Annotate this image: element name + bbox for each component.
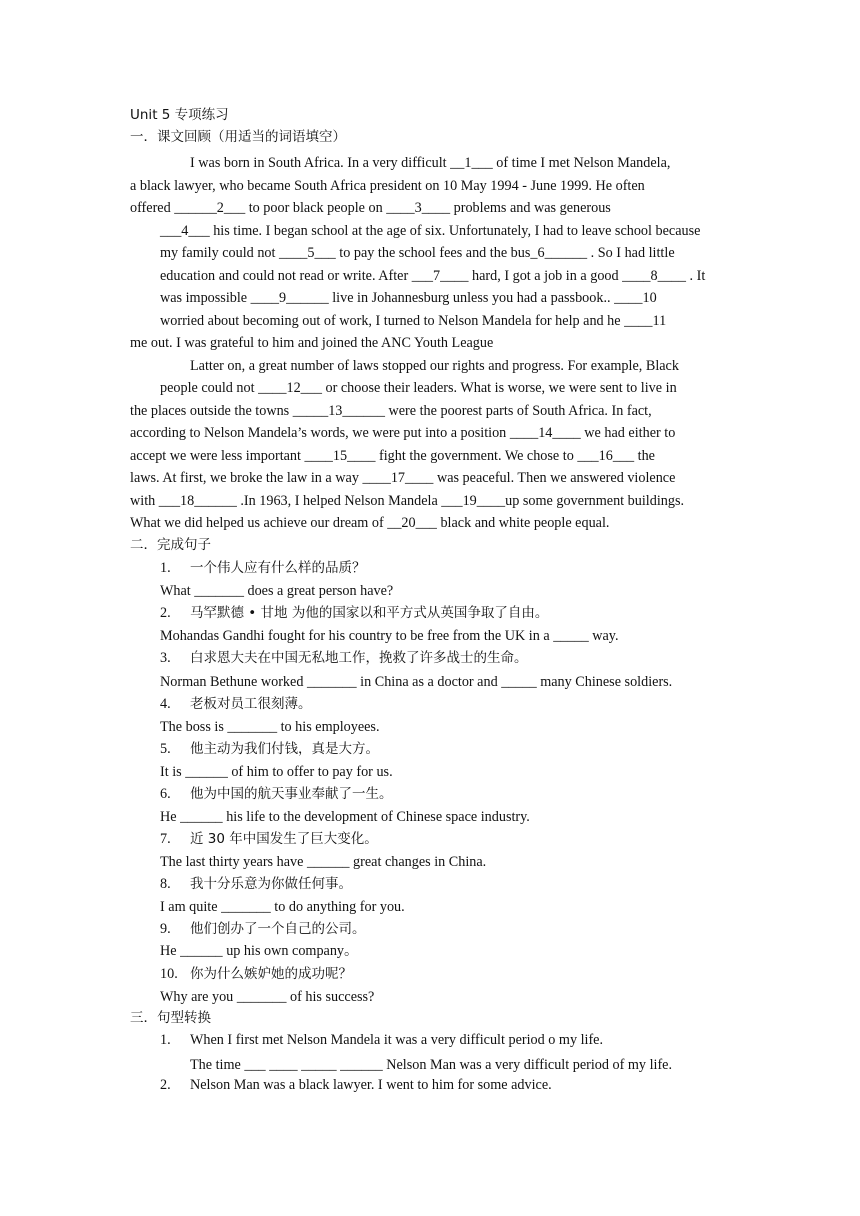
- english-sentence: Norman Bethune worked _______ in China as a doctor and _____ many Chinese soldiers.: [160, 674, 673, 690]
- chinese-prompt: 老板对员工很刻薄。: [190, 696, 312, 712]
- item-number: 3.: [160, 650, 171, 666]
- item-number: 2.: [160, 605, 171, 621]
- section-1-title: 一．课文回顾（用适当的词语填空）: [130, 129, 346, 145]
- page-title: Unit 5 专项练习: [130, 107, 229, 123]
- item-number: 2.: [160, 1077, 171, 1093]
- section-2-title: 二．完成句子: [130, 537, 211, 553]
- item-number: 9.: [160, 921, 171, 937]
- english-sentence: He ______ up his own company。: [160, 943, 359, 959]
- english-sentence: I am quite _______ to do anything for you.: [160, 899, 405, 915]
- item-number: 8.: [160, 876, 171, 892]
- item-number: 4.: [160, 696, 171, 712]
- item-number: 6.: [160, 786, 171, 802]
- item-number: 5.: [160, 741, 171, 757]
- item-number: 1.: [160, 560, 171, 576]
- passage-line: ___4___ his time. I began school at the age of six. Unfortunately, I had to leave school because: [160, 223, 701, 239]
- passage-line: with ___18______ .In 1963, I helped Nelson Mandela ___19____up some government buildings.: [130, 493, 685, 509]
- passage-line: me out. I was grateful to him and joined the ANC Youth League: [130, 335, 494, 351]
- chinese-prompt: 马罕默德 • 甘地 为他的国家以和平方式从英国争取了自由。: [190, 605, 549, 621]
- item-number: 7.: [160, 831, 171, 847]
- passage-line: Latter on, a great number of laws stopped our rights and progress. For example, Black: [190, 358, 679, 374]
- chinese-prompt: 一个伟人应有什么样的品质？: [190, 560, 366, 576]
- passage-line: my family could not ____5___ to pay the school fees and the bus_6______ . So I had little: [160, 245, 675, 261]
- passage-line: a black lawyer, who became South Africa president on 10 May 1994 - June 1999. He often: [130, 178, 645, 194]
- passage-line: was impossible ____9______ live in Johannesburg unless you had a passbook.. ____10: [160, 290, 657, 306]
- passage-line: offered ______2___ to poor black people on ____3____ problems and was generous: [130, 200, 611, 216]
- chinese-prompt: 他们创办了一个自己的公司。: [190, 921, 366, 937]
- item-number: 1.: [160, 1032, 171, 1048]
- passage-line: laws. At first, we broke the law in a way ____17____ was peaceful. Then we answered violence: [130, 470, 676, 486]
- item-number: 10.: [160, 966, 178, 982]
- chinese-prompt: 我十分乐意为你做任何事。: [190, 876, 352, 892]
- chinese-prompt: 他主动为我们付钱，真是大方。: [190, 741, 379, 757]
- passage-line: according to Nelson Mandela’s words, we were put into a position ____14____ we had either to: [130, 425, 676, 441]
- transform-sentence: When I first met Nelson Mandela it was a very difficult period o my life.: [190, 1032, 604, 1048]
- chinese-prompt: 白求恩大夫在中国无私地工作，挽救了许多战士的生命。: [190, 650, 528, 666]
- passage-line: What we did helped us achieve our dream of __20___ black and white people equal.: [130, 515, 610, 531]
- english-sentence: Mohandas Gandhi fought for his country to be free from the UK in a _____ way.: [160, 628, 619, 644]
- english-sentence: Why are you _______ of his success?: [160, 989, 375, 1005]
- chinese-prompt: 你为什么嫉妒她的成功呢？: [190, 966, 352, 982]
- transform-answer-line: The time ___ ____ _____ ______ Nelson Man was a very difficult period of my life.: [190, 1057, 673, 1073]
- english-sentence: What _______ does a great person have?: [160, 583, 394, 599]
- passage-line: I was born in South Africa. In a very difficult __1___ of time I met Nelson Mandela,: [190, 155, 671, 171]
- english-sentence: He ______ his life to the development of Chinese space industry.: [160, 809, 530, 825]
- chinese-prompt: 近 30 年中国发生了巨大变化。: [190, 831, 378, 847]
- passage-line: people could not ____12___ or choose their leaders. What is worse, we were sent to live in: [160, 380, 677, 396]
- transform-sentence: Nelson Man was a black lawyer. I went to him for some advice.: [190, 1077, 552, 1093]
- english-sentence: It is ______ of him to offer to pay for us.: [160, 764, 393, 780]
- english-sentence: The last thirty years have ______ great changes in China.: [160, 854, 487, 870]
- passage-line: accept we were less important ____15____ fight the government. We chose to ___16___ the: [130, 448, 655, 464]
- passage-line: worried about becoming out of work, I turned to Nelson Mandela for help and he ____11: [160, 313, 667, 329]
- section-3-title: 三．句型转换: [130, 1010, 211, 1026]
- english-sentence: The boss is _______ to his employees.: [160, 719, 380, 735]
- passage-line: education and could not read or write. After ___7____ hard, I got a job in a good ____8____ . It: [160, 268, 706, 284]
- chinese-prompt: 他为中国的航天事业奉献了一生。: [190, 786, 393, 802]
- passage-line: the places outside the towns _____13______ were the poorest parts of South Africa. In fact,: [130, 403, 652, 419]
